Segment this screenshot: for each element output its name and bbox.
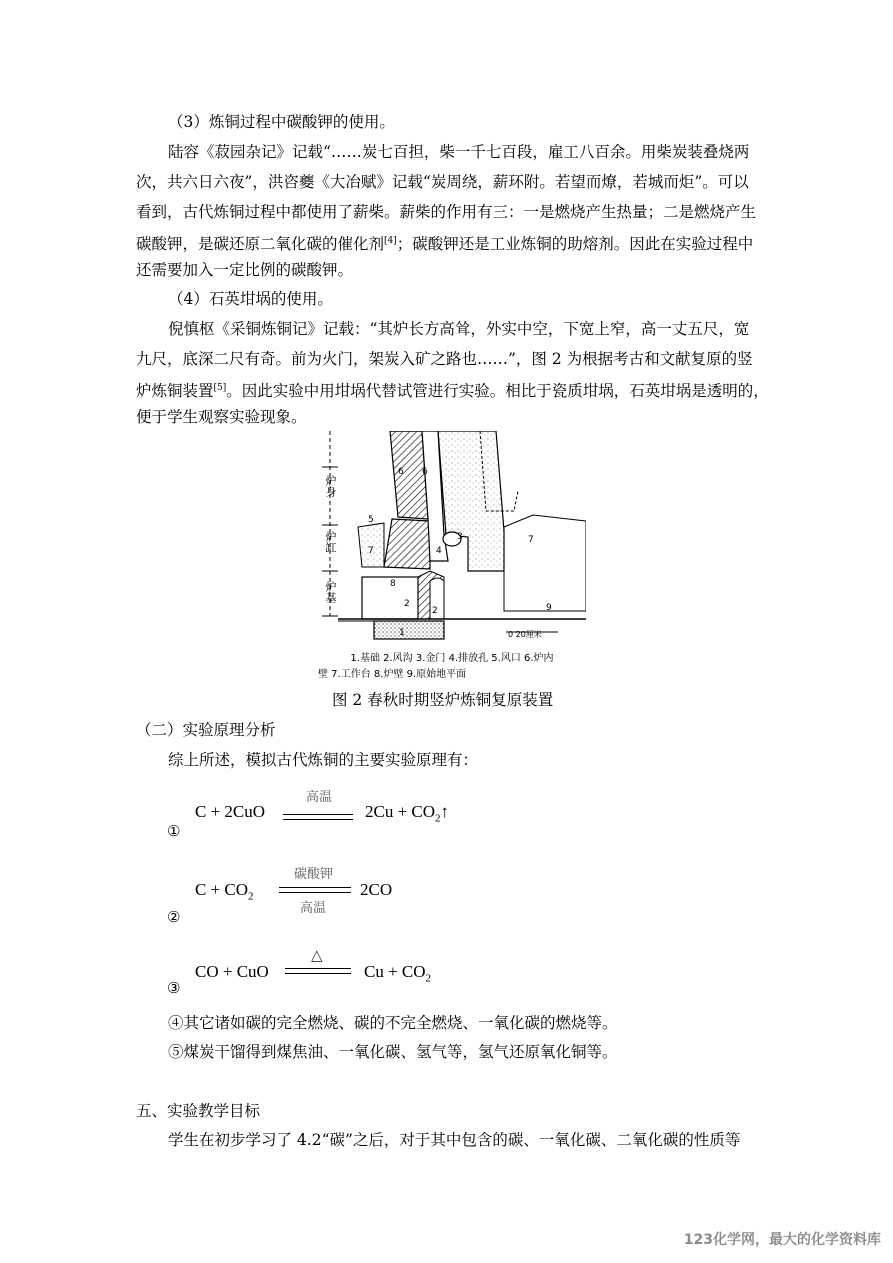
eq2-right: 2CO [360, 880, 393, 899]
eq1-marker: ① [167, 822, 181, 840]
para-3-line-5: 还需要加入一定比例的碳酸钾。 [136, 261, 354, 279]
eq1-right-text: 2Cu + CO [365, 802, 436, 821]
eq1-left: C + 2CuO [195, 802, 266, 821]
para-3-line-1: 陆容《菽园杂记》记载“……炭七百担，柴一千七百段，雇工八百余。用柴炭装叠烧两 [168, 143, 750, 161]
label-furnace-body: 炉身 [324, 475, 337, 497]
eq1-right [365, 802, 449, 824]
part-number-1: 1 [399, 628, 405, 638]
part-number-7b: 7 [368, 546, 374, 556]
principle-item-5: ⑤煤炭干馏得到煤焦油、一氧化碳、氢气等，氢气还原氧化铜等。 [168, 1043, 618, 1061]
eq2-marker: ② [167, 908, 181, 926]
para-4-line-4: 便于学生观察实验现象。 [136, 408, 307, 426]
section-5-line-1: 学生在初步学习了 4.2“碳”之后，对于其中包含的碳、一氧化碳、二氧化碳的性质等 [168, 1131, 741, 1149]
label-furnace-hearth: 炉缸 [324, 531, 337, 553]
eq2-equals-line [279, 887, 351, 893]
para-3-line-4-text: 碳酸钾，是碳还原二氧化碳的催化剂 [136, 235, 385, 254]
eq1-right-sub: 2 [435, 812, 441, 825]
para-3-line-3: 看到，古代炼铜过程中都使用了薪柴。薪柴的作用有三：一是燃烧产生热量；二是燃烧产生 [136, 203, 757, 221]
section-5-heading: 五、实验教学目标 [136, 1102, 261, 1120]
figure-legend-line-1: 1.基础 2.风沟 3.金门 4.排放孔 5.风口 6.炉内 [350, 653, 554, 664]
eq2-condition-top: 碳酸钾 [294, 867, 334, 882]
eq3-equals-line [285, 968, 351, 974]
eq2-condition-bottom: 高温 [300, 901, 327, 916]
eq3-right-text: Cu + CO [364, 962, 426, 981]
part-number-6a: 6 [398, 467, 404, 477]
eq1-equals-line [283, 814, 353, 820]
part-number-8: 8 [390, 579, 396, 589]
part-number-6b: 6 [422, 467, 428, 477]
eq3-right [364, 962, 431, 984]
figure-legend-line-2: 壁 7.工作台 8.炉壁 9.原始地平面 [318, 669, 467, 680]
eq3-condition: △ [311, 946, 323, 964]
part-number-7a: 7 [528, 535, 534, 545]
principle-item-4: ④其它诸如碳的完全燃烧、碳的不完全燃烧、一氧化碳的燃烧等。 [168, 1014, 618, 1032]
part-number-5: 5 [368, 515, 374, 525]
figure-caption: 图 2 春秋时期竖炉炼铜复原装置 [332, 691, 554, 709]
para-4-line-2: 九尺，底深二尺有奇。前为火门，架炭入矿之路也……”，图 2 为根据考古和文献复原的竖 [136, 350, 753, 368]
para-4-line-3 [136, 378, 769, 401]
para-4-line-1: 倪慎枢《采铜炼铜记》记载：“其炉长方高耸，外实中空，下宽上窄，高一丈五尺，宽 [168, 320, 750, 338]
para-4-line-3-text: 炉炼铜装置 [136, 382, 214, 401]
principle-intro: 综上所述，模拟古代炼铜的主要实验原理有： [168, 751, 479, 769]
part-number-9: 9 [546, 603, 552, 613]
para-3-line-4 [136, 231, 753, 254]
heading-4: （4）石英坩埚的使用。 [168, 290, 333, 308]
eq1-condition: 高温 [306, 790, 333, 805]
para-3-line-4-tail: ；碳酸钾还是工业炼铜的助熔剂。因此在实验过程中 [396, 235, 754, 254]
eq2-left-sub: 2 [248, 890, 254, 903]
citation-5: [5] [213, 383, 227, 393]
scale-label: 0 20厘米 [508, 630, 542, 639]
part-number-3: 3 [457, 532, 463, 542]
part-number-2a: 2 [404, 599, 410, 609]
eq2-left-text: C + CO [195, 880, 249, 899]
eq3-left: CO + CuO [195, 962, 269, 981]
furnace-figure [318, 431, 586, 685]
eq3-marker: ③ [167, 979, 181, 997]
eq1-gas-arrow: ↑ [440, 802, 450, 821]
para-3-line-2: 次，共六日六夜”，洪咨夔《大冶赋》记载“炭周绕，薪环附。若望而燎，若城而炬”。可以 [136, 173, 749, 191]
part-number-2b: 2 [432, 606, 438, 616]
para-4-line-3-tail: 。因此实验中用坩埚代替试管进行实验。相比于瓷质坩埚，石英坩埚是透明的， [226, 382, 769, 401]
label-furnace-base: 炉基 [324, 581, 337, 603]
part-number-4: 4 [436, 546, 442, 556]
site-footer: 123化学网，最大的化学资料库 [683, 1232, 881, 1248]
citation-4: [4] [384, 236, 397, 246]
eq2-left [195, 880, 254, 902]
principle-heading: （二）实验原理分析 [136, 721, 276, 739]
heading-3: （3）炼铜过程中碳酸钾的使用。 [168, 113, 395, 131]
eq3-right-sub: 2 [425, 972, 432, 985]
furnace-diagram [318, 431, 586, 685]
